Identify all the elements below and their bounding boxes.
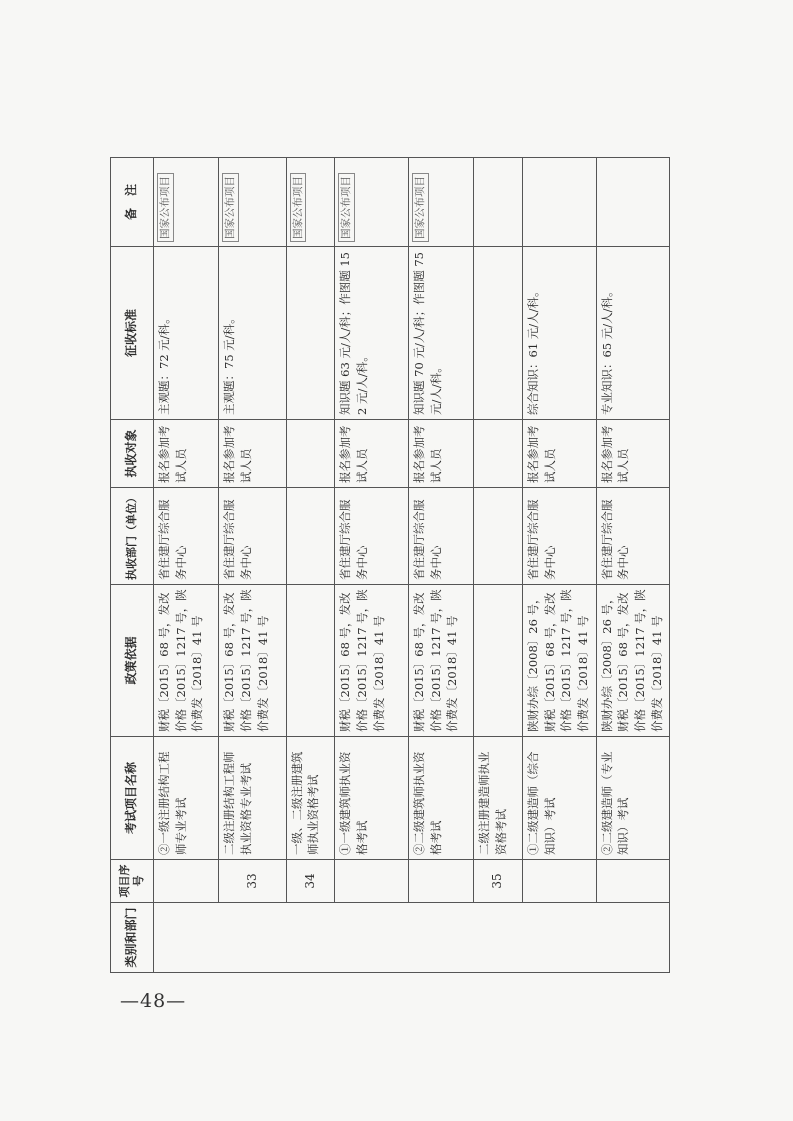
basis-cell: 陕财办综〔2008〕26 号，财税〔2015〕68 号，发改价格〔2015〕1217 号，陕价费发〔2018〕41 号 bbox=[596, 585, 669, 737]
note-cell bbox=[474, 158, 523, 247]
fee-table bbox=[110, 157, 670, 973]
note-stamp: 国家公布项目 bbox=[157, 173, 174, 242]
name-cell: 二级注册结构工程师执业资格专业考试 bbox=[219, 737, 286, 860]
standard-cell: 主观题：75 元/科。 bbox=[219, 247, 286, 420]
target-cell: 报名参加考试人员 bbox=[154, 420, 219, 488]
note-cell bbox=[335, 158, 408, 247]
seq-cell bbox=[154, 860, 219, 903]
dept-cell: 省住建厅综合服务中心 bbox=[523, 488, 596, 585]
standard-cell: 知识题 63 元/人/科；作图题 152 元/人/科。 bbox=[335, 247, 408, 420]
page-number: —48— bbox=[120, 990, 187, 1012]
target-cell: 报名参加考试人员 bbox=[523, 420, 596, 488]
rotated-table-container bbox=[110, 158, 670, 973]
name-cell: 二级注册建造师执业资格考试 bbox=[474, 737, 523, 860]
note-cell bbox=[596, 158, 669, 247]
standard-cell: 专业知识：65 元/人/科。 bbox=[596, 247, 669, 420]
note-stamp: 国家公布项目 bbox=[290, 173, 307, 242]
table-row bbox=[154, 158, 219, 973]
target-cell: 报名参加考试人员 bbox=[335, 420, 408, 488]
target-cell bbox=[286, 420, 335, 488]
target-cell: 报名参加考试人员 bbox=[596, 420, 669, 488]
note-stamp: 国家公布项目 bbox=[412, 173, 429, 242]
dept-cell bbox=[474, 488, 523, 585]
table-row bbox=[596, 158, 669, 973]
standard-cell: 知识题 70 元/人/科；作图题 75 元/人/科。 bbox=[408, 247, 473, 420]
dept-cell bbox=[286, 488, 335, 585]
basis-cell: 财税〔2015〕68 号，发改价格〔2015〕1217 号，陕价费发〔2018〕41 号 bbox=[219, 585, 286, 737]
standard-cell: 主观题：72 元/科。 bbox=[154, 247, 219, 420]
standard-cell bbox=[474, 247, 523, 420]
name-cell: ②一级注册结构工程师专业考试 bbox=[154, 737, 219, 860]
dept-cell: 省住建厅综合服务中心 bbox=[219, 488, 286, 585]
header-name: 考试项目名称 bbox=[111, 737, 154, 860]
header-standard: 征收标准 bbox=[111, 247, 154, 420]
header-row bbox=[111, 158, 154, 973]
table-row bbox=[335, 158, 408, 973]
seq-cell: 33 bbox=[219, 860, 286, 903]
dept-cell: 省住建厅综合服务中心 bbox=[408, 488, 473, 585]
seq-cell: 35 bbox=[474, 860, 523, 903]
name-cell: ①一级建筑师执业资格考试 bbox=[335, 737, 408, 860]
name-cell: ②二级建造师（专业知识）考试 bbox=[596, 737, 669, 860]
basis-cell bbox=[474, 585, 523, 737]
target-cell: 报名参加考试人员 bbox=[408, 420, 473, 488]
dept-cell: 省住建厅综合服务中心 bbox=[596, 488, 669, 585]
basis-cell: 陕财办综〔2008〕26 号，财税〔2015〕68 号，发改价格〔2015〕1217 号，陕价费发〔2018〕41 号 bbox=[523, 585, 596, 737]
note-stamp: 国家公布项目 bbox=[222, 173, 239, 242]
basis-cell: 财税〔2015〕68 号，发改价格〔2015〕1217 号，陕价费发〔2018〕41 号 bbox=[335, 585, 408, 737]
header-dept: 执收部门（单位） bbox=[111, 488, 154, 585]
table-row bbox=[474, 158, 523, 973]
table-row bbox=[219, 158, 286, 973]
target-cell bbox=[474, 420, 523, 488]
note-cell bbox=[286, 158, 335, 247]
target-cell: 报名参加考试人员 bbox=[219, 420, 286, 488]
name-cell: ①二级建造师（综合知识）考试 bbox=[523, 737, 596, 860]
name-cell: 一级、二级注册建筑师执业资格考试 bbox=[286, 737, 335, 860]
seq-cell bbox=[408, 860, 473, 903]
category-cell bbox=[154, 903, 670, 973]
note-cell bbox=[219, 158, 286, 247]
basis-cell: 财税〔2015〕68 号，发改价格〔2015〕1217 号，陕价费发〔2018〕41 号 bbox=[408, 585, 473, 737]
header-category: 类别和部门 bbox=[111, 903, 154, 973]
dept-cell: 省住建厅综合服务中心 bbox=[335, 488, 408, 585]
name-cell: ②二级建筑师执业资格考试 bbox=[408, 737, 473, 860]
dept-cell: 省住建厅综合服务中心 bbox=[154, 488, 219, 585]
seq-cell bbox=[523, 860, 596, 903]
header-target: 执收对象 bbox=[111, 420, 154, 488]
table-row bbox=[523, 158, 596, 973]
table-row bbox=[286, 158, 335, 973]
basis-cell bbox=[286, 585, 335, 737]
header-note: 备 注 bbox=[111, 158, 154, 247]
seq-cell: 34 bbox=[286, 860, 335, 903]
header-seq: 项目序号 bbox=[111, 860, 154, 903]
note-cell bbox=[154, 158, 219, 247]
note-cell bbox=[523, 158, 596, 247]
basis-cell: 财税〔2015〕68 号，发改价格〔2015〕1217 号，陕价费发〔2018〕41 号 bbox=[154, 585, 219, 737]
standard-cell bbox=[286, 247, 335, 420]
header-basis: 政策依据 bbox=[111, 585, 154, 737]
seq-cell bbox=[596, 860, 669, 903]
standard-cell: 综合知识：61 元/人/科。 bbox=[523, 247, 596, 420]
table-row bbox=[408, 158, 473, 973]
note-stamp: 国家公布项目 bbox=[338, 173, 355, 242]
seq-cell bbox=[335, 860, 408, 903]
note-cell bbox=[408, 158, 473, 247]
